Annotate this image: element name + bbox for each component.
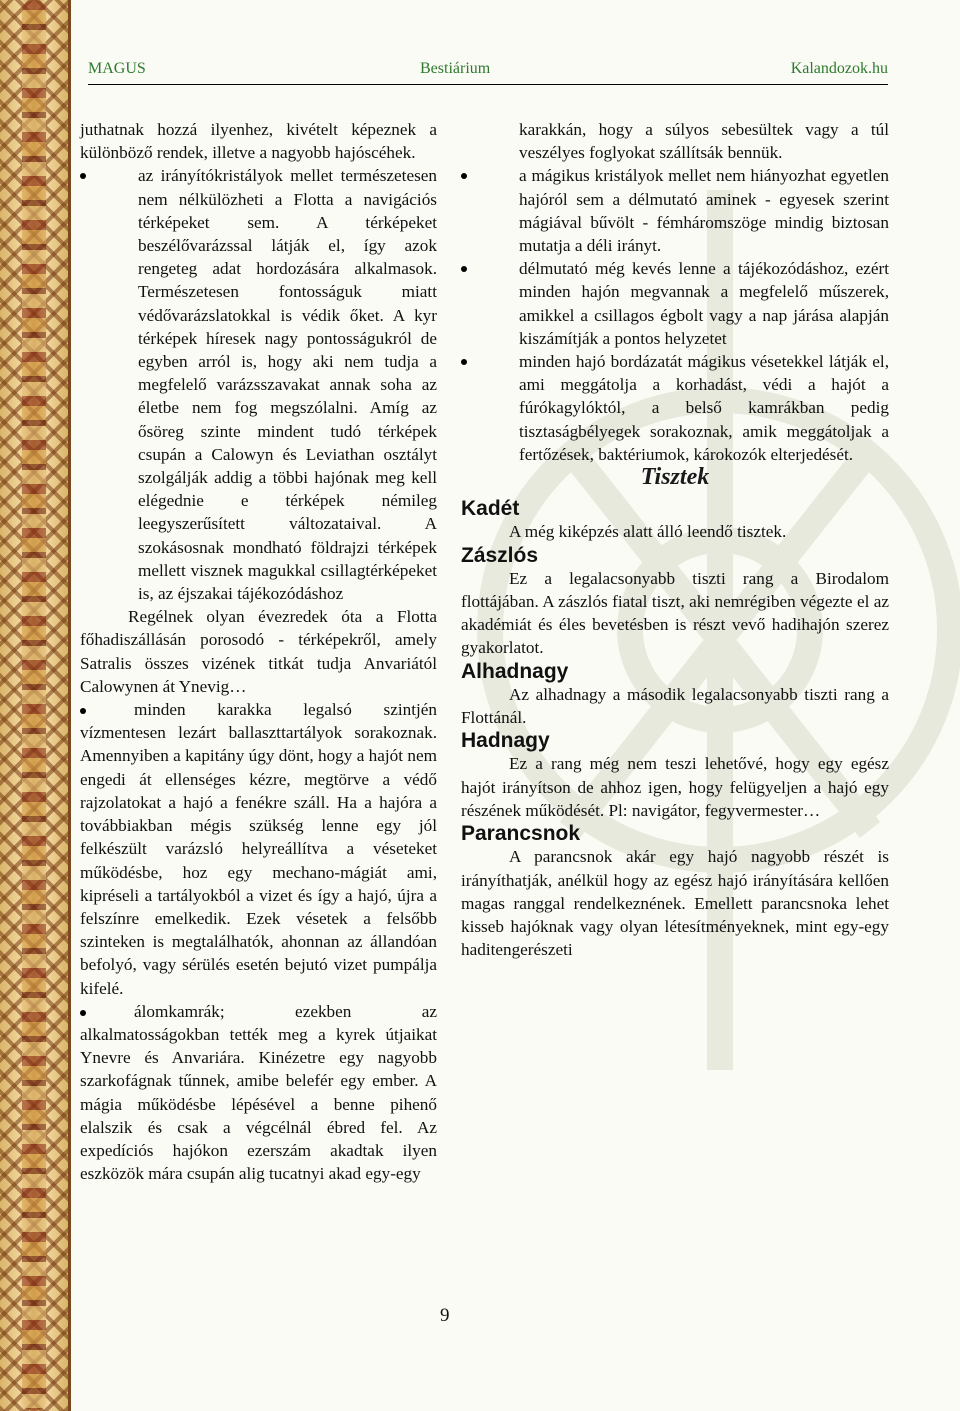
bullet-icon xyxy=(461,266,467,272)
left-column xyxy=(80,118,437,1185)
bullet-item: álomkamrák; ezekben az alkalmatosságokban tették meg a kyrek útjaikat Ynevre és Anvariára. Kinézetre egy nagyobb szarkofágnak tűnnek, amibe belefér egy ember. A mágia működésbe lépésével a benne pihenő elalszik és csak a végcélnál ébred fel. Az expedíciós hajókon ezerszám akadtak ilyen eszközök mára csupán alig tucatnyi akad egy-egy xyxy=(80,1001,437,1184)
bullet-icon xyxy=(80,708,86,714)
bullet-item: az irányítókristályok mellet természetesen nem nélkülözheti a Flotta a navigációs térképeket sem. A térképeket beszélővarázssal látják el, így azok rengeteg adat hordozására alkalmasok. Természetesen fontosságuk miatt védővarázslatokkal is védik őket. A kyr térképek híresek nagy pontosságukról de egyben arról is, hogy aki nem tudja a megfelelő varázsszavakat annak soha az életbe nem fog megszólalni. Amíg az ősöreg szinte mindent tudó térképek csupán a Calowyn és Leviathan osztályt szolgálják addig a többi hajónak meg kell elégednie e térképek némileg leegyszerűsített változataival. A szokásosnak mondható földrajzi térképek mellett visznek magukkal csillagtérképeket is, az éjszakai tájékozódáshoz xyxy=(80,164,437,605)
header-right: Kalandozok.hu xyxy=(790,60,888,77)
header-left: MAGUS xyxy=(88,60,146,77)
page-number: 9 xyxy=(440,1305,450,1326)
decorative-border xyxy=(0,0,71,1411)
rank-text: A parancsnok akár egy hajó nagyobb részét is irányíthatják, anélkül hogy az egész hajó irányítására kellően magas ranggal rendelkeznének. Emellett parancsnoka lehet kisseb hajóknak vagy olyan létesítményeknek, mint egy-egy haditengerészeti xyxy=(461,847,889,960)
right-column xyxy=(461,118,889,961)
bullet-item: minden hajó bordázatát mágikus vésetekkel látják el, ami meggátolja a korhadást, védi a hajót a fúrókagylóktól, a belső kamrákban pedig tisztaságbélyegek sorakoznak, amik meggátoljak a fertőzések, baktériumok, károkozók elterjedését. xyxy=(461,350,889,466)
paragraph: karakkán, hogy a súlyos sebesültek vagy a túl veszélyes foglyokat szállítsák bennük. xyxy=(519,120,889,163)
rank-heading: Kadét xyxy=(461,497,520,521)
bullet-icon xyxy=(461,359,467,365)
rank-text: Ez a legalacsonyabb tiszti rang a Birodalom flottájában. A zászlós fiatal tiszt, aki nemrégiben végezte el az akadémiát és éles bevetésben is részt vevő hadihajón szerez gyakorlatot. xyxy=(461,568,889,658)
bullet-icon xyxy=(461,173,467,179)
bullet-item: a mágikus kristályok mellet nem hiányozhat egyetlen hajóról sem a délmutató aminek - egyesek szerint mágiával bűvölt - fémháromszöge mindig biztosan mutatja a déli irányt. xyxy=(461,164,889,257)
rank-text: A még kiképzés alatt álló leendő tisztek. xyxy=(509,522,787,542)
header-center: Bestiárium xyxy=(420,60,491,77)
bullet-item: délmutató még kevés lenne a tájékozódáshoz, ezért minden hajón megvannak a megfelelő műszerek, amikkel a csillagos égbolt vagy a nap járása alapján kiszámítják a pontos helyzetet xyxy=(461,257,889,350)
bullet-icon xyxy=(80,1010,86,1016)
rank-heading: Zászlós xyxy=(461,543,539,567)
page-header xyxy=(88,58,888,85)
paragraph: juthatnak hozzá ilyenhez, kivételt képeznek a különböző rendek, illetve a nagyobb hajóscéhek. xyxy=(80,120,437,163)
paragraph: Regélnek olyan évezredek óta a Flotta főhadiszállásán porosodó - térképekről, amely Satralis összes vizének titkát tudja Anvariától Calowynen át Ynevig… xyxy=(80,607,437,696)
rank-heading: Hadnagy xyxy=(461,729,550,753)
rank-text: Ez a rang még nem teszi lehetővé, hogy egy egész hajót irányítson de ahhoz igen, hogy felügyeljen a hajó egy részének működését. Pl: navigátor, fegyvermester… xyxy=(461,754,889,820)
rank-text: Az alhadnagy a második legalacsonyabb tiszti rang a Flottánál. xyxy=(461,684,889,728)
bullet-item: minden karakka legalsó szintjén vízmentesen lezárt ballaszttartályok sorakoznak. Amennyiben a kapitány úgy dönt, hogy a hajót nem engedi át ellenséges kézre, megtörve a védő rajzolatokat a hajó a fenékre száll. Ha a hajóra a továbbiakban mégis szükség lenne egy jól felkészült varázsló helyreállítva a véseteket működésbe, hoz egy mechano-mágiát ami, kipréseli a tartályokból a vizet és így a hajó, újra a felszínre emelkedik. Ezek vésetek a felsőbb szinteken is megtalálhatók, ahonnan az állandóan befolyó, vagy sérülés esetén bejutó vizet pumpálja kifelé. xyxy=(80,700,437,998)
section-title: Tisztek xyxy=(640,464,710,491)
chain-ornament xyxy=(22,0,46,1411)
rank-heading: Alhadnagy xyxy=(461,659,569,683)
rank-heading: Parancsnok xyxy=(461,822,581,846)
bullet-icon xyxy=(80,173,86,179)
